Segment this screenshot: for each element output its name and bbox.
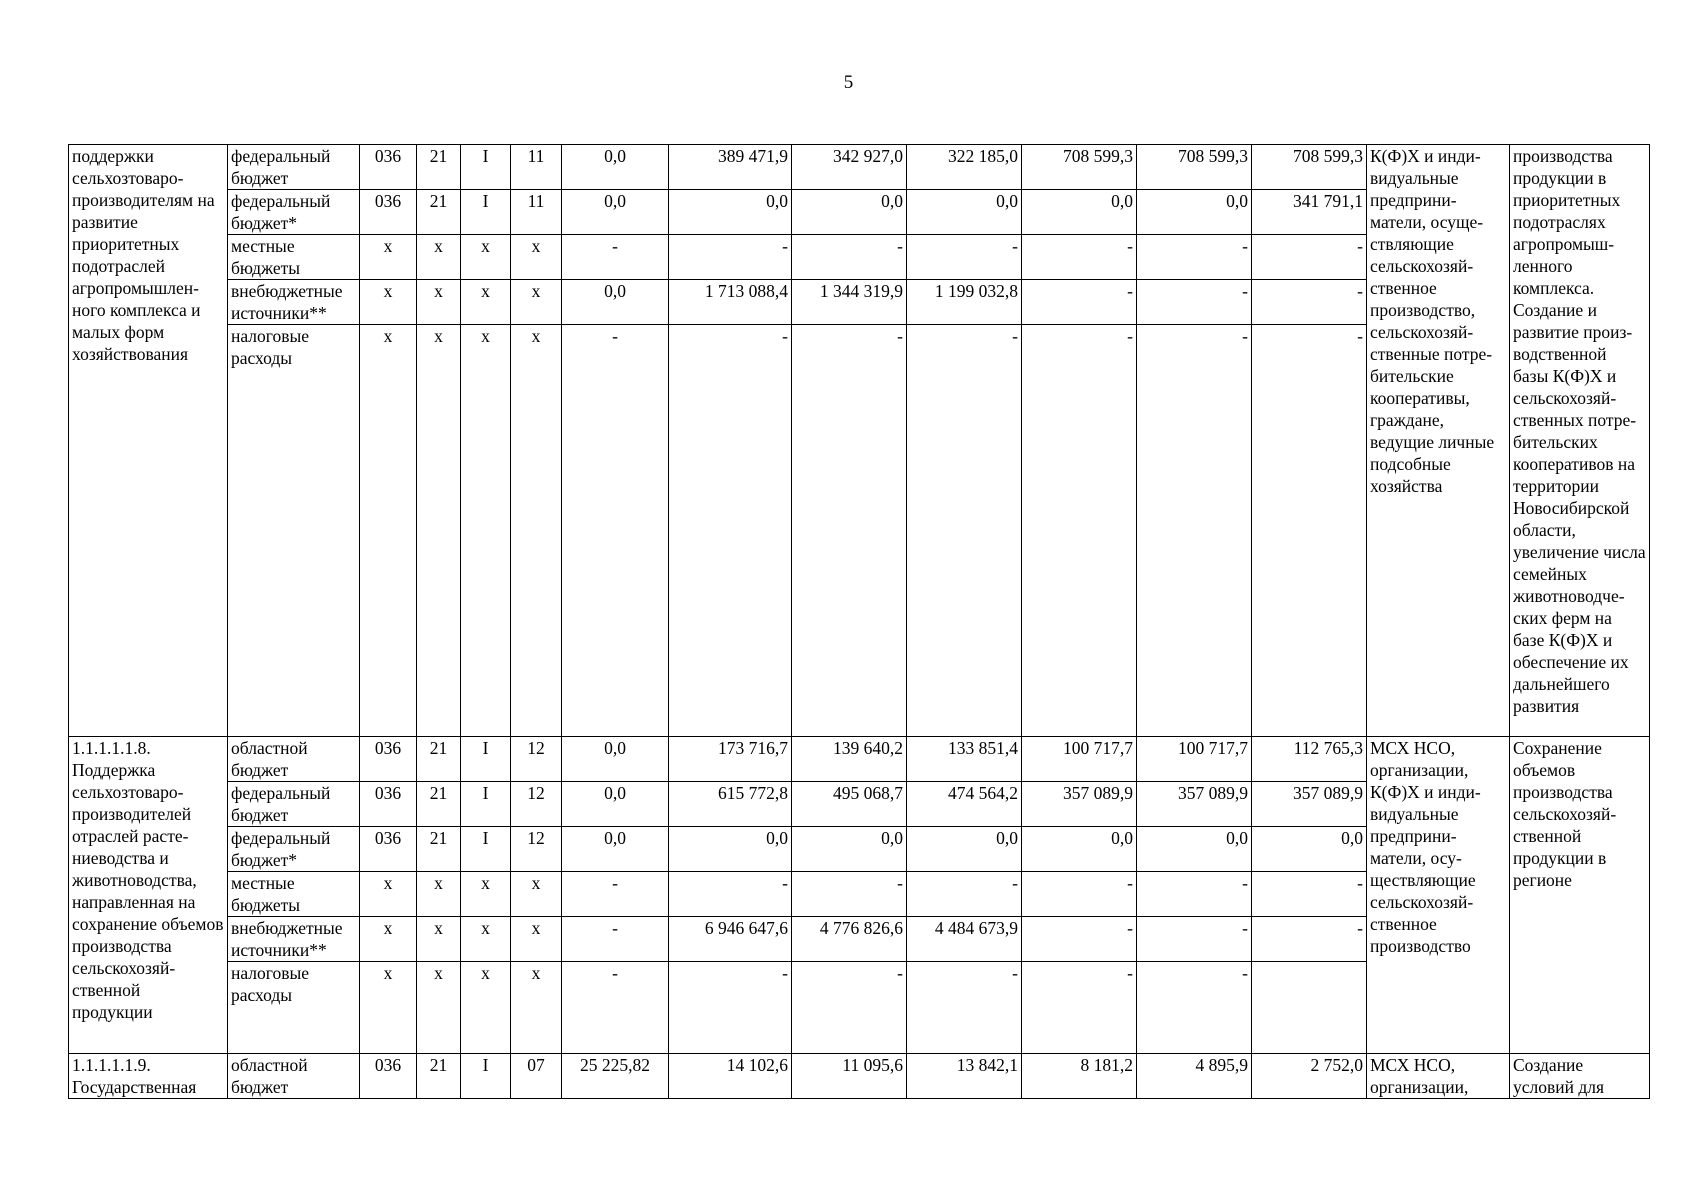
code-rz-cell: 21 xyxy=(417,145,461,190)
amount-cell: 14 102,6 xyxy=(669,1054,792,1099)
amount-cell: - xyxy=(562,962,669,1054)
amount-cell: 357 089,9 xyxy=(1022,782,1137,827)
code-csr-cell: х xyxy=(511,962,562,1054)
code-rz-cell: 21 xyxy=(417,782,461,827)
amount-cell: - xyxy=(669,325,792,737)
participants-cell: МСХ НСО, организации, xyxy=(1367,1054,1510,1099)
amount-cell: - xyxy=(792,872,907,917)
amount-cell: - xyxy=(1137,872,1252,917)
budget-table xyxy=(68,144,1650,1099)
amount-cell: 0,0 xyxy=(562,280,669,325)
participants-cell: К(Ф)Х и инди-видуальные предприни-матели, осуще-ствляющие сельскохозяй-ственное производство, сельскохозяй-ственные потре-бительские кооперативы, граждане, ведущие личные подсобные хозяйства xyxy=(1367,145,1510,737)
amount-cell: - xyxy=(562,917,669,962)
amount-cell: 0,0 xyxy=(562,827,669,872)
code-grbs-cell: 036 xyxy=(360,782,417,827)
code-rz-cell: 21 xyxy=(417,1054,461,1099)
code-rz-cell: х xyxy=(417,235,461,280)
code-grbs-cell: 036 xyxy=(360,1054,417,1099)
amount-cell: - xyxy=(1252,872,1367,917)
amount-cell: - xyxy=(907,962,1022,1054)
expected-result-cell: производства продукции в приоритетных подотраслях агропромыш-ленного комплекса. Создание и развитие произ-водственной базы К(Ф)Х и сельскохозяй-ственных потре-бительских кооперативов на территории Новосибирской области, увеличение числа семейных животноводче-ских ферм на базе К(Ф)Х и обеспечение их дальнейшего развития xyxy=(1510,145,1650,737)
code-csr-cell: х xyxy=(511,235,562,280)
code-rz-cell: 21 xyxy=(417,827,461,872)
code-grbs-cell: х xyxy=(360,962,417,1054)
amount-cell: 474 564,2 xyxy=(907,782,1022,827)
amount-cell: 1 199 032,8 xyxy=(907,280,1022,325)
funding-source-cell: местные бюджеты xyxy=(228,235,360,280)
code-pr-cell: х xyxy=(461,235,511,280)
amount-cell: - xyxy=(1022,872,1137,917)
amount-cell: - xyxy=(669,235,792,280)
code-grbs-cell: х xyxy=(360,280,417,325)
code-csr-cell: х xyxy=(511,325,562,737)
amount-cell: - xyxy=(792,962,907,1054)
amount-cell: - xyxy=(1022,235,1137,280)
amount-cell: 0,0 xyxy=(792,190,907,235)
amount-cell: - xyxy=(1022,917,1137,962)
amount-cell: 708 599,3 xyxy=(1022,145,1137,190)
table-body xyxy=(69,145,1650,1099)
amount-cell: - xyxy=(1137,235,1252,280)
amount-cell: - xyxy=(1137,917,1252,962)
amount-cell: 112 765,3 xyxy=(1252,737,1367,782)
code-grbs-cell: х xyxy=(360,917,417,962)
amount-cell: 173 716,7 xyxy=(669,737,792,782)
amount-cell: - xyxy=(1137,325,1252,737)
amount-cell: 25 225,82 xyxy=(562,1054,669,1099)
amount-cell: 0,0 xyxy=(1022,827,1137,872)
amount-cell: - xyxy=(1022,325,1137,737)
code-rz-cell: х xyxy=(417,872,461,917)
amount-cell: 357 089,9 xyxy=(1137,782,1252,827)
code-pr-cell: I xyxy=(461,827,511,872)
amount-cell: 357 089,9 xyxy=(1252,782,1367,827)
code-pr-cell: х xyxy=(461,917,511,962)
amount-cell: 615 772,8 xyxy=(669,782,792,827)
amount-cell: - xyxy=(669,962,792,1054)
amount-cell: - xyxy=(792,235,907,280)
amount-cell: - xyxy=(562,872,669,917)
amount-cell: 133 851,4 xyxy=(907,737,1022,782)
expected-result-cell: Сохранение объемов производства сельскохозяй-ственной продукции в регионе xyxy=(1510,737,1650,1054)
amount-cell: - xyxy=(1252,325,1367,737)
funding-source-cell: внебюджетные источники** xyxy=(228,917,360,962)
amount-cell: 0,0 xyxy=(669,827,792,872)
funding-source-cell: областной бюджет xyxy=(228,737,360,782)
code-pr-cell: I xyxy=(461,190,511,235)
code-csr-cell: 12 xyxy=(511,827,562,872)
amount-cell: 341 791,1 xyxy=(1252,190,1367,235)
amount-cell: - xyxy=(1137,280,1252,325)
amount-cell: 0,0 xyxy=(1137,190,1252,235)
code-csr-cell: 11 xyxy=(511,190,562,235)
table-row xyxy=(69,1054,1650,1099)
amount-cell: - xyxy=(562,235,669,280)
amount-cell: 1 344 319,9 xyxy=(792,280,907,325)
amount-cell xyxy=(1252,962,1367,1054)
amount-cell: 4 776 826,6 xyxy=(792,917,907,962)
code-pr-cell: I xyxy=(461,1054,511,1099)
code-csr-cell: 12 xyxy=(511,737,562,782)
code-pr-cell: х xyxy=(461,325,511,737)
amount-cell: 139 640,2 xyxy=(792,737,907,782)
code-csr-cell: 07 xyxy=(511,1054,562,1099)
amount-cell: 0,0 xyxy=(792,827,907,872)
amount-cell: 2 752,0 xyxy=(1252,1054,1367,1099)
amount-cell: 0,0 xyxy=(907,827,1022,872)
amount-cell: 0,0 xyxy=(562,145,669,190)
code-pr-cell: I xyxy=(461,737,511,782)
funding-source-cell: налоговые расходы xyxy=(228,325,360,737)
code-grbs-cell: 036 xyxy=(360,190,417,235)
amount-cell: - xyxy=(907,325,1022,737)
code-rz-cell: 21 xyxy=(417,190,461,235)
code-grbs-cell: х xyxy=(360,325,417,737)
amount-cell: 0,0 xyxy=(907,190,1022,235)
amount-cell: 342 927,0 xyxy=(792,145,907,190)
code-csr-cell: 11 xyxy=(511,145,562,190)
amount-cell: 708 599,3 xyxy=(1137,145,1252,190)
amount-cell: 13 842,1 xyxy=(907,1054,1022,1099)
amount-cell: 4 895,9 xyxy=(1137,1054,1252,1099)
measure-name-cell: поддержки сельхозтоваро-производителям на развитие приоритетных подотраслей агропромышлен-ного комплекса и малых форм хозяйствования xyxy=(69,145,228,737)
code-rz-cell: х xyxy=(417,280,461,325)
code-grbs-cell: х xyxy=(360,235,417,280)
code-pr-cell: I xyxy=(461,782,511,827)
amount-cell: 495 068,7 xyxy=(792,782,907,827)
code-grbs-cell: 036 xyxy=(360,827,417,872)
code-rz-cell: х xyxy=(417,962,461,1054)
measure-name-cell: 1.1.1.1.1.8. Поддержка сельхозтоваро-производителей отраслей расте-ниеводства и животноводства, направленная на сохранение объемов производства сельскохозяй-ственной продукции xyxy=(69,737,228,1054)
code-csr-cell: х xyxy=(511,872,562,917)
amount-cell: 4 484 673,9 xyxy=(907,917,1022,962)
code-csr-cell: 12 xyxy=(511,782,562,827)
amount-cell: 0,0 xyxy=(562,190,669,235)
page-number: 5 xyxy=(843,72,854,93)
amount-cell: 0,0 xyxy=(1137,827,1252,872)
code-rz-cell: 21 xyxy=(417,737,461,782)
code-grbs-cell: 036 xyxy=(360,737,417,782)
amount-cell: - xyxy=(562,325,669,737)
amount-cell: - xyxy=(1252,280,1367,325)
amount-cell: 708 599,3 xyxy=(1252,145,1367,190)
amount-cell: - xyxy=(669,872,792,917)
amount-cell: 389 471,9 xyxy=(669,145,792,190)
amount-cell: 8 181,2 xyxy=(1022,1054,1137,1099)
amount-cell: 1 713 088,4 xyxy=(669,280,792,325)
funding-source-cell: местные бюджеты xyxy=(228,872,360,917)
code-rz-cell: х xyxy=(417,917,461,962)
funding-source-cell: налоговые расходы xyxy=(228,962,360,1054)
code-pr-cell: х xyxy=(461,280,511,325)
code-grbs-cell: 036 xyxy=(360,145,417,190)
amount-cell: 100 717,7 xyxy=(1022,737,1137,782)
amount-cell: 6 946 647,6 xyxy=(669,917,792,962)
amount-cell: 0,0 xyxy=(669,190,792,235)
amount-cell: - xyxy=(1022,962,1137,1054)
amount-cell: - xyxy=(907,235,1022,280)
funding-source-cell: областной бюджет xyxy=(228,1054,360,1099)
amount-cell: - xyxy=(1022,280,1137,325)
amount-cell: 322 185,0 xyxy=(907,145,1022,190)
amount-cell: - xyxy=(907,872,1022,917)
amount-cell: 100 717,7 xyxy=(1137,737,1252,782)
code-pr-cell: I xyxy=(461,145,511,190)
amount-cell: - xyxy=(792,325,907,737)
amount-cell: 0,0 xyxy=(1022,190,1137,235)
code-grbs-cell: х xyxy=(360,872,417,917)
amount-cell: - xyxy=(1252,235,1367,280)
amount-cell: 0,0 xyxy=(562,782,669,827)
funding-source-cell: федеральный бюджет xyxy=(228,145,360,190)
expected-result-cell: Создание условий для xyxy=(1510,1054,1650,1099)
amount-cell: - xyxy=(1137,962,1252,1054)
code-pr-cell: х xyxy=(461,872,511,917)
participants-cell: МСХ НСО, организации, К(Ф)Х и инди-видуальные предприни-матели, осу-ществляющие сельскохозяй-ственное производство xyxy=(1367,737,1510,1054)
amount-cell: 0,0 xyxy=(1252,827,1367,872)
measure-name-cell: 1.1.1.1.1.9. Государственная xyxy=(69,1054,228,1099)
table-row xyxy=(69,145,1650,190)
amount-cell: 11 095,6 xyxy=(792,1054,907,1099)
code-pr-cell: х xyxy=(461,962,511,1054)
funding-source-cell: федеральный бюджет xyxy=(228,782,360,827)
table-row xyxy=(69,737,1650,782)
code-csr-cell: х xyxy=(511,917,562,962)
amount-cell: 0,0 xyxy=(562,737,669,782)
amount-cell: - xyxy=(1252,917,1367,962)
funding-source-cell: федеральный бюджет* xyxy=(228,827,360,872)
code-rz-cell: х xyxy=(417,325,461,737)
funding-source-cell: федеральный бюджет* xyxy=(228,190,360,235)
funding-source-cell: внебюджетные источники** xyxy=(228,280,360,325)
code-csr-cell: х xyxy=(511,280,562,325)
